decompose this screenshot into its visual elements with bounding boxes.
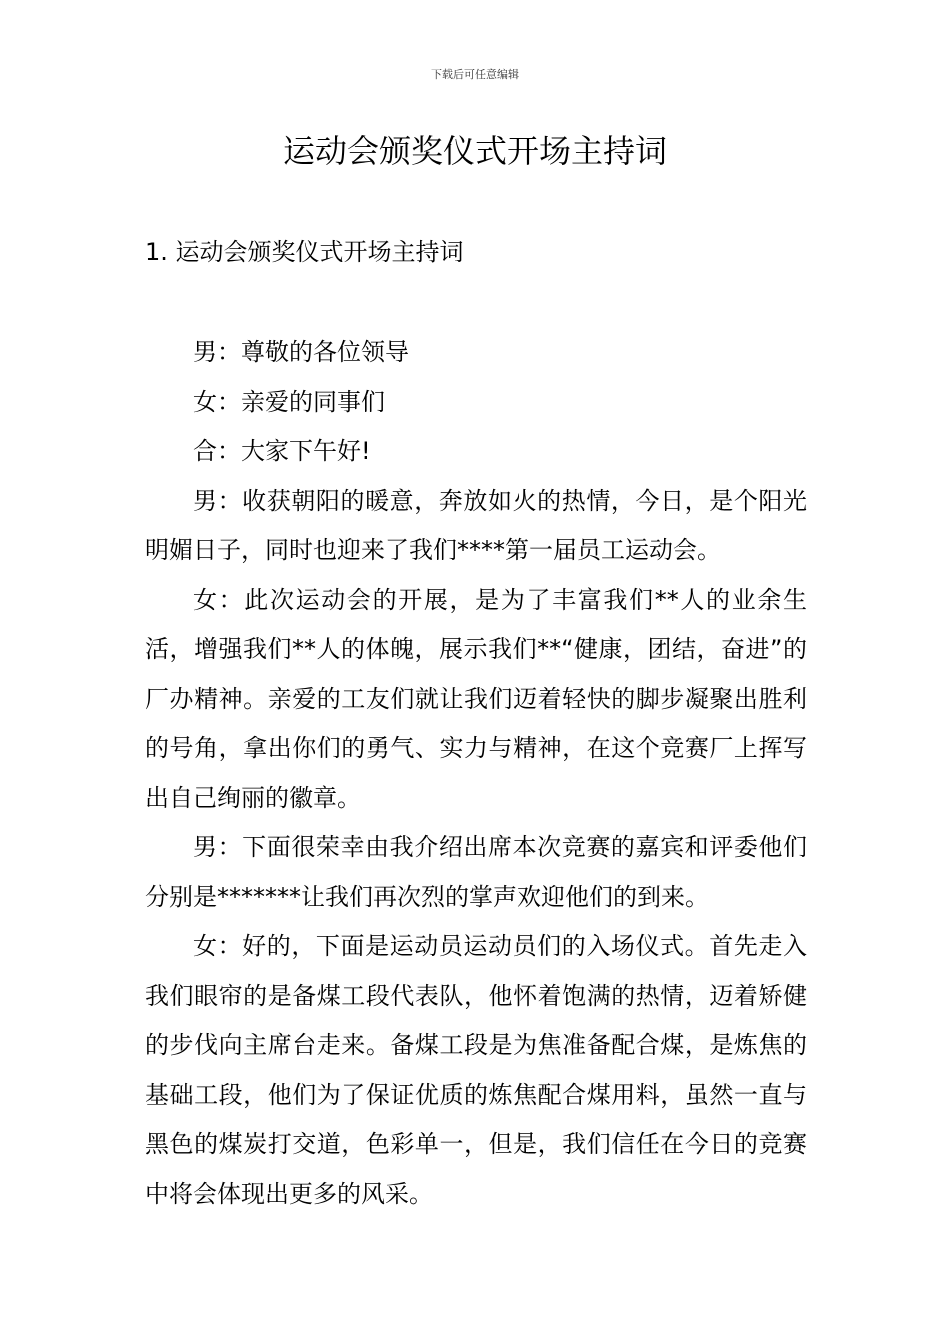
paragraph-female-purpose: 女：此次运动会的开展，是为了丰富我们**人的业余生活，增强我们**人的体魄，展示我们**“健康，团结，奋进”的厂办精神。亲爱的工友们就让我们迈着轻快的脚步凝聚出胜利的号角，拿出你们的勇气、实力与精神，在这个竞赛厂上挥写出自己绚丽的徽章。	[145, 585, 807, 812]
document-title: 运动会颁奖仪式开场主持词	[282, 132, 667, 170]
paragraph-male-opening: 男：收获朝阳的暖意，奔放如火的热情，今日，是个阳光明媚日子，同时也迎来了我们****第一届员工运动会。	[145, 486, 807, 564]
paragraph-male-greeting: 男：尊敬的各位领导	[193, 338, 409, 366]
paragraph-female-entrance: 女：好的，下面是运动员运动员们的入场仪式。首先走入我们眼帘的是备煤工段代表队，他怀着饱满的热情，迈着矫健的步伐向主席台走来。备煤工段是为焦准备配合煤，是炼焦的基础工段，他们为了保证优质的炼焦配合煤用料，虽然一直与黑色的煤炭打交道，色彩单一，但是，我们信任在今日的竞赛中将会体现出更多的风采。	[145, 932, 807, 1208]
section-heading: 1. 运动会颁奖仪式开场主持词	[145, 238, 464, 266]
document-body	[145, 328, 807, 1219]
header-note: 下载后可任意编辑	[431, 68, 519, 81]
paragraph-joint-greeting: 合：大家下午好!	[193, 437, 371, 465]
paragraph-male-guests: 男：下面很荣幸由我介绍出席本次竞赛的嘉宾和评委他们分别是*******让我们再次烈的掌声欢迎他们的到来。	[145, 833, 807, 911]
paragraph-female-greeting: 女：亲爱的同事们	[193, 387, 385, 416]
